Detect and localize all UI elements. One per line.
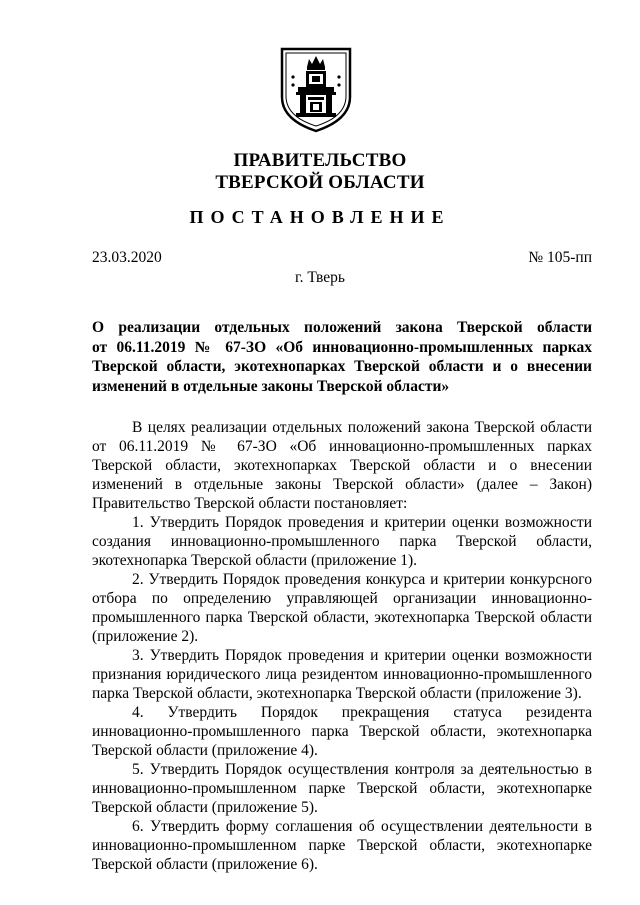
preamble-paragraph: В целях реализации отдельных положений закона Тверской области от 06.11.2019 № 67-ЗО «Об инновационно-промышленных парках Тверской области, экотехнопарках Тверской области и о внесении изменений в отдельные законы Тверской области» (далее – Закон) Правительство Тверской области постановляет: <box>92 419 592 512</box>
tver-region-coat-of-arms-icon <box>276 45 356 133</box>
clause-item-1: 1. Утвердить Порядок проведения и критерии оценки возможности создания инновационно-промышленного парка Тверской области, экотехнопарка Тверской области (приложение 1). <box>92 514 592 569</box>
document-subject <box>92 318 592 396</box>
clause-item-3: 3. Утвердить Порядок проведения и критерии оценки возможности признания юридического лица резидентом инновационно-промышленного парка Тверской области, экотехнопарка Тверской области (приложение 3). <box>92 647 592 702</box>
document-city: г. Тверь <box>295 269 345 286</box>
clause-item-2: 2. Утвердить Порядок проведения конкурса и критерии конкурсного отбора по определению управляющей организации инновационно-промышленного парка Тверской области, экотехнопарка Тверской области (приложение 2). <box>92 571 592 645</box>
document-number: № 105-пп <box>528 249 592 266</box>
subject-line: Тверской области, экотехнопарках Тверской области и о внесении <box>92 358 592 375</box>
subject-line: О реализации отдельных положений закона Тверской области <box>92 319 592 336</box>
document-type-title: ПОСТАНОВЛЕНИЕ <box>189 207 451 227</box>
subject-line: изменений в отдельные законы Тверской области» <box>92 377 450 395</box>
document-body <box>92 418 592 874</box>
document-date: 23.03.2020 <box>92 249 162 266</box>
clause-item-6: 6. Утвердить форму соглашения об осуществлении деятельности в инновационно-промышленном парке Тверской области, экотехнопарке Тверской области (приложение 6). <box>92 818 592 873</box>
authority-name-line1: ПРАВИТЕЛЬСТВО <box>233 150 407 171</box>
authority-name-line2: ТВЕРСКОЙ ОБЛАСТИ <box>215 172 425 193</box>
subject-line: от 06.11.2019 № 67-ЗО «Об инновационно-промышленных парках <box>92 338 592 356</box>
clause-item-5: 5. Утвердить Порядок осуществления контроля за деятельностью в инновационно-промышленном парке Тверской области, экотехнопарке Тверской области (приложение 5). <box>92 761 592 816</box>
clause-item-4: 4. Утвердить Порядок прекращения статуса резидента инновационно-промышленного парка Тверской области, экотехнопарка Тверской области (приложение 4). <box>92 704 592 759</box>
